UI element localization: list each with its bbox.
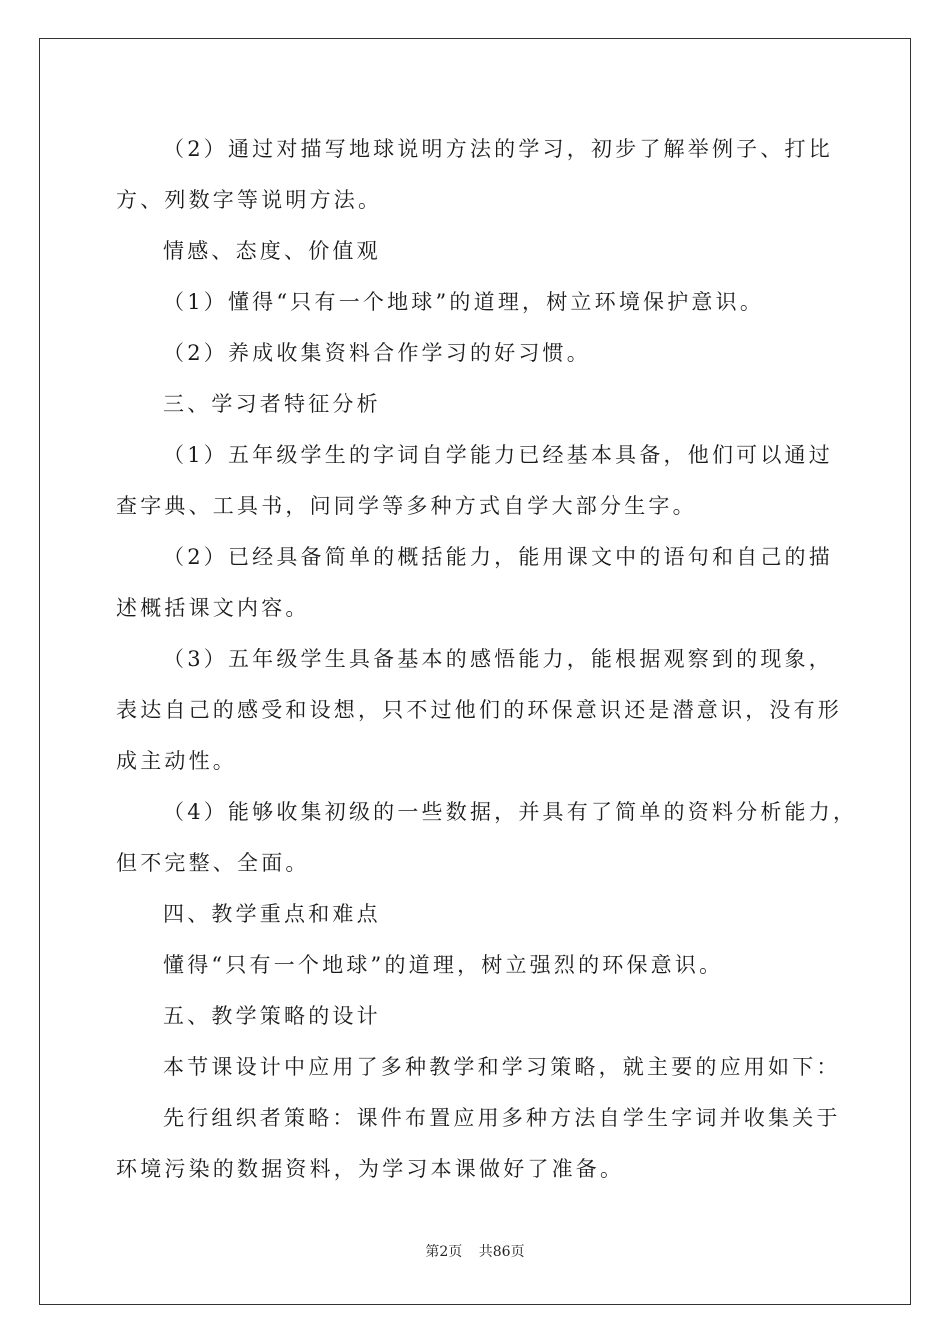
text-line: 但不完整、全面。 bbox=[116, 851, 310, 875]
text-line: 情感、态度、价值观 bbox=[163, 239, 381, 263]
text-line: 懂得“只有一个地球”的道理，树立强烈的环保意识。 bbox=[163, 953, 724, 977]
text-line: 查字典、工具书，问同学等多种方式自学大部分生字。 bbox=[116, 494, 697, 518]
document-body bbox=[116, 124, 858, 1195]
text-line: （2）通过对描写地球说明方法的学习，初步了解举例子、打比 bbox=[163, 137, 833, 161]
text-line: （1）懂得“只有一个地球”的道理，树立环境保护意识。 bbox=[163, 290, 765, 314]
text-line: （2）已经具备简单的概括能力，能用课文中的语句和自己的描 bbox=[163, 545, 833, 569]
text-line: 方、列数字等说明方法。 bbox=[116, 188, 383, 212]
section-heading: 四、教学重点和难点 bbox=[163, 902, 381, 926]
text-line: 表达自己的感受和设想，只不过他们的环保意识还是潜意识，没有形 bbox=[116, 698, 842, 722]
text-line: （4）能够收集初级的一些数据，并具有了简单的资料分析能力， bbox=[163, 800, 858, 824]
text-line: 成主动性。 bbox=[116, 749, 237, 773]
text-line: （3）五年级学生具备基本的感悟能力，能根据观察到的现象， bbox=[163, 647, 833, 671]
text-line: （1）五年级学生的字词自学能力已经基本具备，他们可以通过 bbox=[163, 443, 833, 467]
page-number: 第2页 bbox=[425, 1244, 463, 1260]
text-line: 先行组织者策略：课件布置应用多种方法自学生字词并收集关于 bbox=[163, 1106, 841, 1130]
section-heading: 三、学习者特征分析 bbox=[163, 392, 381, 416]
text-line: （2）养成收集资料合作学习的好习惯。 bbox=[163, 341, 591, 365]
text-line: 本节课设计中应用了多种教学和学习策略，就主要的应用如下： bbox=[163, 1055, 841, 1079]
page-total: 共86页 bbox=[478, 1244, 525, 1260]
section-heading: 五、教学策略的设计 bbox=[163, 1004, 381, 1028]
text-line: 环境污染的数据资料，为学习本课做好了准备。 bbox=[116, 1157, 625, 1181]
text-line: 述概括课文内容。 bbox=[116, 596, 310, 620]
page-footer bbox=[0, 1241, 950, 1261]
